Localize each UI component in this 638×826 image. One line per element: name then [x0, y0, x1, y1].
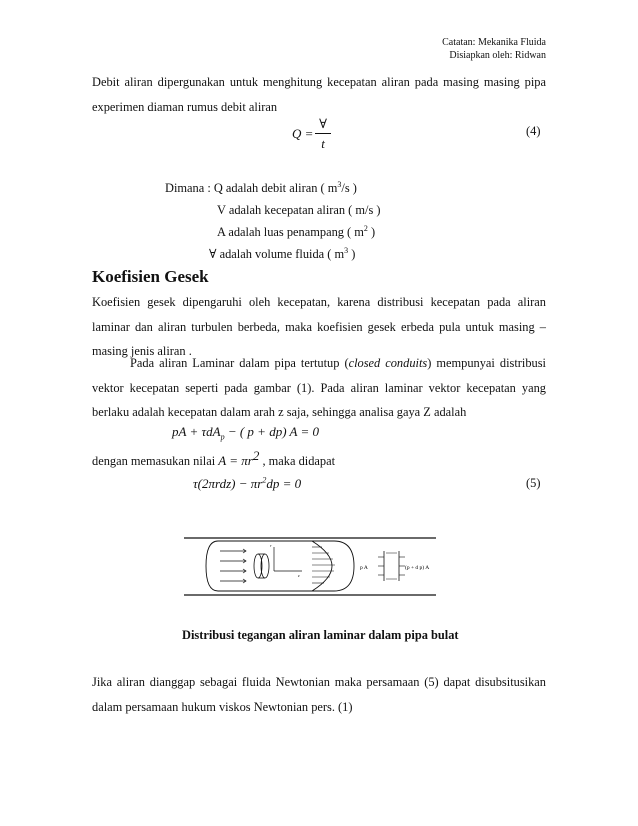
label-z: z [298, 573, 300, 578]
header-line-1: Catatan: Mekanika Fluida [442, 37, 546, 48]
figure-caption: Distribusi tegangan aliran laminar dalam pipa bulat [182, 628, 459, 642]
inlet-arrows [220, 549, 246, 583]
closing-paragraph: Jika aliran dianggap sebagai fluida Newtonian maka persamaan (5) dapat disubsitusikan dalam persamaan hukum viskos Newtonian pers. (1) [92, 675, 546, 714]
label-r: r [270, 543, 272, 548]
eq5-number: (5) [526, 476, 541, 490]
definition-v: V adalah kecepatan aliran ( m/s ) [217, 203, 381, 217]
label-right-force: (p + d p) A [405, 565, 430, 571]
definition-volume: ∀ adalah volume fluida ( $m^3$ ) [209, 245, 356, 261]
definition-q: Dimana : Q adalah debit aliran ( $m^3/s$ ) [165, 179, 357, 195]
section-heading: Koefisien Gesek [92, 267, 209, 286]
eq4-fraction-bar [315, 133, 331, 134]
intro-paragraph: Debit aliran dipergunakan untuk menghitung kecepatan aliran pada masing masing pipa experimen diaman rumus debit aliran [92, 75, 546, 114]
header-line-2: Disiapkan oleh: Ridwan [449, 50, 546, 61]
section-paragraph-1: Koefisien gesek dipengaruhi oleh kecepatan, karena distribusi kecepatan pada aliran laminar dan aliran turbulen berbeda, maka koefisien gesek erbeda pula untuk masing – masing jenis aliran . [92, 295, 546, 358]
laminar-pipe-figure [184, 529, 436, 599]
label-pa: p A [360, 565, 368, 571]
force-equation: pA + τdA$_p$ − ( p + dp) A = 0 [172, 424, 320, 442]
shear-ticks [386, 553, 397, 579]
eq4-denominator: t [321, 136, 325, 151]
velocity-profile [312, 541, 332, 591]
definition-a: A adalah luas penampang ( $m^2$ ) [217, 223, 376, 239]
pressure-arrows [378, 557, 405, 575]
profile-vectors [312, 547, 335, 583]
substitute-line: dengan memasukan nilai $A = \pi r^2$ , maka didapat [92, 447, 336, 468]
eq4-lhs: Q = [292, 126, 314, 141]
section-paragraph-2: Pada aliran Laminar dalam pipa tertutup (closed conduits) mempunyai distribusi vektor kecepatan seperti pada gambar (1). Pada aliran laminar vektor kecepatan yang berlaku adalah kecepatan dalam arah z saja, sehingga analisa gaya Z adalah [92, 356, 546, 419]
eq4-number: (4) [526, 124, 541, 138]
eq5: $\tau(2\pi rdz) - \pi r^2dp = 0$ [193, 475, 302, 491]
eq4-numerator: ∀ [319, 116, 327, 131]
